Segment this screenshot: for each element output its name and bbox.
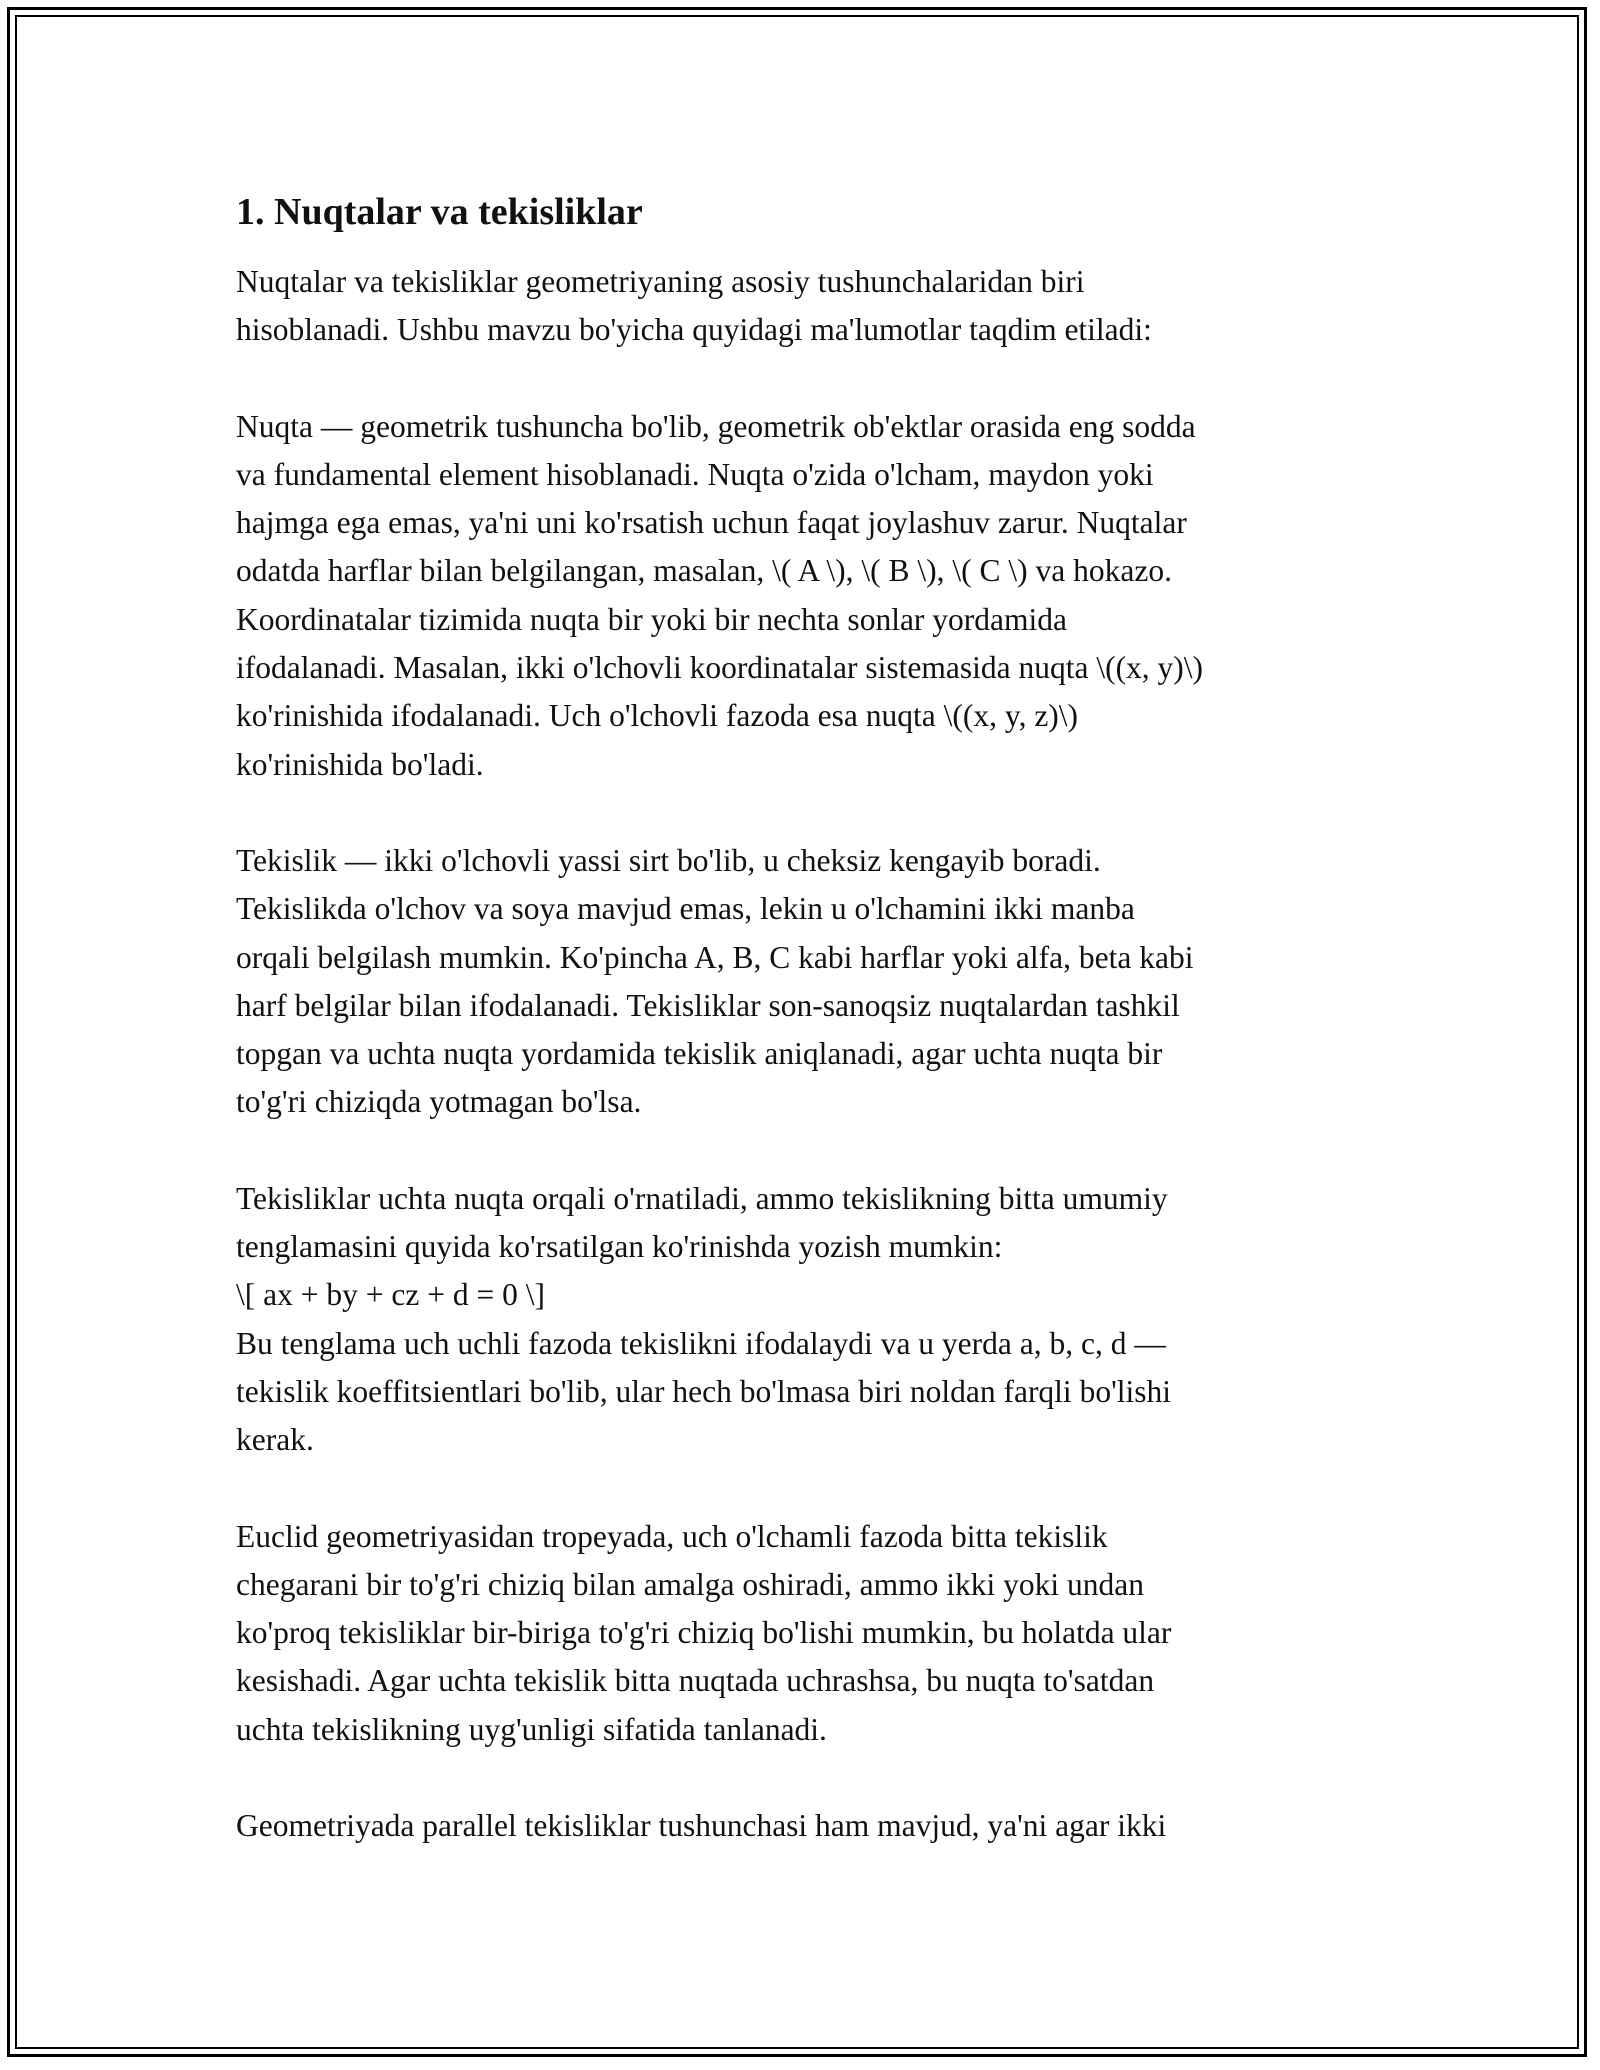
text-line: Euclid geometriyasidan tropeyada, uch o'lchamli fazoda bitta tekislik — [236, 1518, 1108, 1554]
paragraph-parallel — [236, 1802, 1366, 1850]
text-line: kesishadi. Agar uchta tekislik bitta nuqtada uchrashsa, bu nuqta to'satdan — [236, 1663, 1155, 1699]
text-line: ifodalanadi. Masalan, ikki o'lchovli koordinatalar sistemasida nuqta \((x, y)\) — [236, 650, 1204, 686]
paragraph-nuqta — [236, 403, 1366, 789]
text-line: chegarani bir to'g'ri chiziq bilan amalga oshiradi, ammo ikki yoki undan — [236, 1566, 1144, 1602]
paragraph-intro — [236, 258, 1366, 355]
text-line: ko'rinishida bo'ladi. — [236, 746, 484, 782]
text-line: ko'proq tekisliklar bir-biriga to'g'ri chiziq bo'lishi mumkin, bu holatda ular — [236, 1615, 1172, 1651]
text-line: Geometriyada parallel tekisliklar tushunchasi ham mavjud, ya'ni agar ikki — [236, 1808, 1167, 1844]
text-line: hajmga ega emas, ya'ni uni ko'rsatish uchun faqat joylashuv zarur. Nuqtalar — [236, 505, 1187, 541]
document-body — [236, 188, 1366, 1898]
text-line: kerak. — [236, 1422, 314, 1458]
text-line: Tekisliklar uchta nuqta orqali o'rnatiladi, ammo tekislikning bitta umumiy — [236, 1180, 1168, 1216]
text-line: odatda harflar bilan belgilangan, masalan, \( A \), \( B \), \( C \) va hokazo. — [236, 553, 1172, 589]
text-line: Nuqtalar va tekisliklar geometriyaning asosiy tushunchalaridan biri — [236, 264, 1085, 299]
text-line: harf belgilar bilan ifodalanadi. Tekisliklar son-sanoqsiz nuqtalardan tashkil — [236, 987, 1180, 1023]
text-line: Nuqta — geometrik tushuncha bo'lib, geometrik ob'ektlar orasida eng sodda — [236, 408, 1196, 444]
text-line: uchta tekislikning uyg'unligi sifatida tanlanadi. — [236, 1711, 827, 1747]
paragraph-euclid — [236, 1513, 1366, 1754]
paragraph-tenglama — [236, 1175, 1366, 1465]
text-line: Tekislik — ikki o'lchovli yassi sirt bo'lib, u cheksiz kengayib boradi. — [236, 842, 1101, 878]
paragraph-tekislik — [236, 837, 1366, 1127]
text-line: to'g'ri chiziqda yotmagan bo'lsa. — [236, 1084, 642, 1120]
text-line: Bu tenglama uch uchli fazoda tekislikni ifodalaydi va u yerda a, b, c, d — — [236, 1325, 1166, 1361]
equation-line: \[ ax + by + cz + d = 0 \] — [236, 1277, 545, 1313]
text-line: ko'rinishida ifodalanadi. Uch o'lchovli fazoda esa nuqta \((x, y, z)\) — [236, 698, 1079, 734]
text-line: va fundamental element hisoblanadi. Nuqta o'zida o'lcham, maydon yoki — [236, 456, 1154, 492]
text-line: tenglamasini quyida ko'rsatilgan ko'rinishda yozish mumkin: — [236, 1229, 1003, 1265]
text-line: Tekislikda o'lchov va soya mavjud emas, lekin u o'lchamini ikki manba — [236, 891, 1135, 927]
text-line: hisoblanadi. Ushbu mavzu bo'yicha quyidagi ma'lumotlar taqdim etiladi: — [236, 312, 1152, 348]
text-line: topgan va uchta nuqta yordamida tekislik aniqlanadi, agar uchta nuqta bir — [236, 1036, 1163, 1072]
text-line: orqali belgilash mumkin. Ko'pincha A, B, C kabi harflar yoki alfa, beta kabi — [236, 939, 1194, 975]
section-heading: 1. Nuqtalar va tekisliklar — [236, 191, 643, 233]
text-line: Koordinatalar tizimida nuqta bir yoki bir nechta sonlar yordamida — [236, 601, 1067, 637]
text-line: tekislik koeffitsientlari bo'lib, ular hech bo'lmasa biri noldan farqli bo'lishi — [236, 1373, 1172, 1409]
